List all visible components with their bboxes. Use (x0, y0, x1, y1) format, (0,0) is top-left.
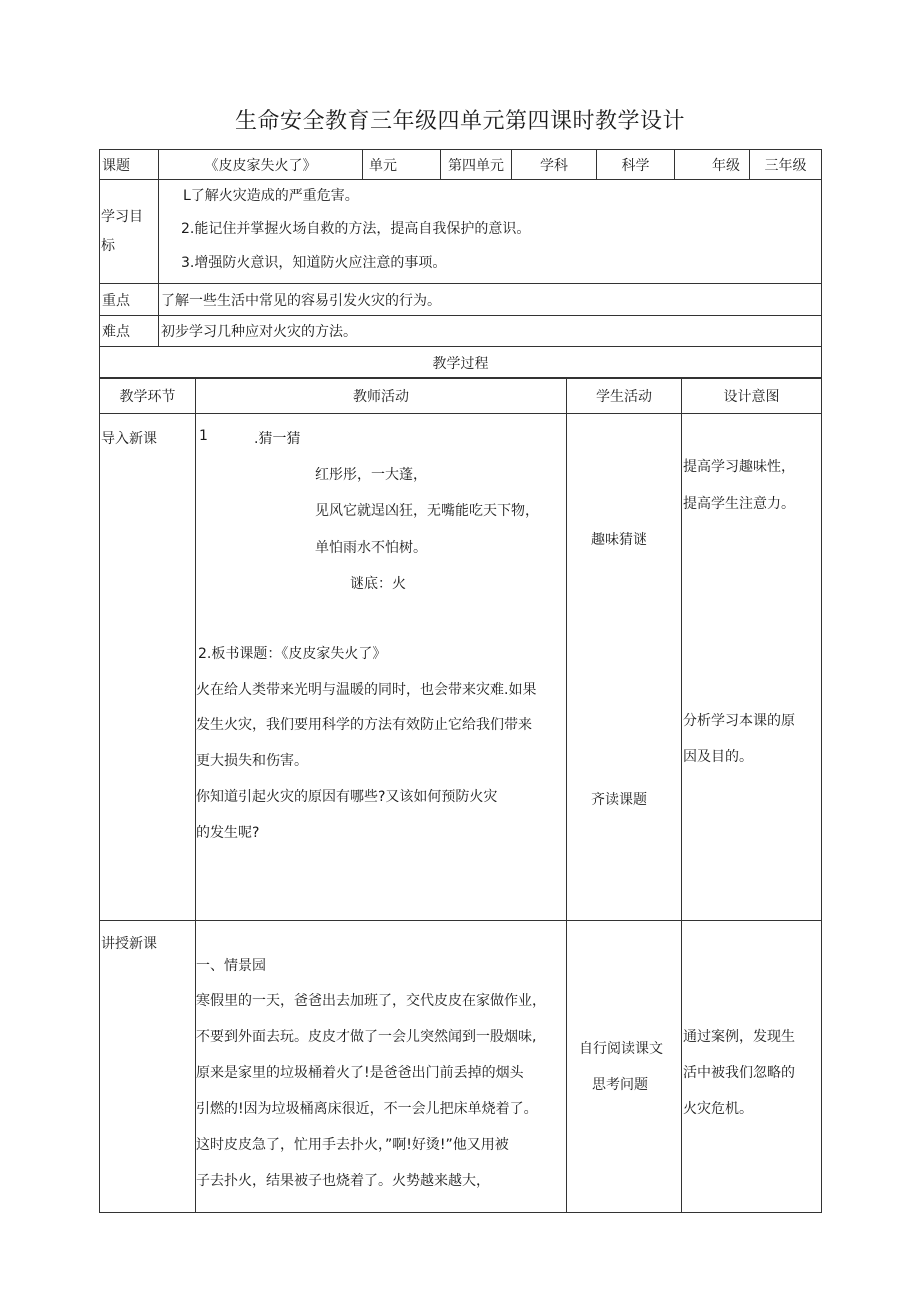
nianji-value: 三年级 (750, 150, 822, 180)
key-point-label: 重点 (100, 284, 159, 316)
header-intent: 设计意图 (682, 378, 822, 414)
riddle-line: 红彤彤，一大蓬， (315, 467, 427, 483)
keti-label: 课题 (100, 150, 159, 180)
step-number: 1 (199, 428, 208, 444)
intent-line: 通过案例，发现生 (683, 1029, 795, 1045)
nianji-label: 年级 (675, 150, 750, 180)
xueke-label: 学科 (512, 150, 597, 180)
student-activity-cell (567, 921, 682, 1213)
header-teacher: 教师活动 (196, 378, 567, 414)
riddle-answer: 谜底：火 (350, 576, 406, 592)
difficulty-label: 难点 (100, 316, 159, 347)
intent-line: 分析学习本课的原 (683, 713, 795, 729)
student-activity: 自行阅读课文 (579, 1041, 663, 1057)
goal-item: L了解火灾造成的严重危害。 (183, 188, 359, 204)
stage-cell (100, 414, 196, 921)
riddle-line: 见风它就逞凶狂，无嘴能吃天下物， (315, 503, 539, 519)
teacher-text-line: 发生火灾，我们要用科学的方法有效防止它给我们带来 (196, 717, 532, 733)
stage-label: 导入新课 (101, 431, 157, 447)
riddle-line: 单怕雨水不怕树。 (315, 540, 427, 556)
goals-label-line-2: 标 (101, 238, 115, 254)
story-line: 引燃的!因为垃圾桶离床很近，不一会儿把床单烧着了。 (196, 1101, 538, 1117)
xueke-value: 科学 (597, 150, 675, 180)
danyuan-value: 第四单元 (441, 150, 512, 180)
goals-label (100, 180, 159, 284)
header-stage: 教学环节 (100, 378, 196, 414)
teacher-text-line: 你知道引起火灾的原因有哪些?又该如何预防火灾 (196, 789, 498, 805)
header-student: 学生活动 (567, 378, 682, 414)
student-activity: 趣味猜谜 (591, 532, 647, 548)
teacher-text-line: 更大损失和伤害。 (196, 753, 308, 769)
danyuan-label: 单元 (363, 150, 441, 180)
stage-cell (100, 921, 196, 1213)
student-activity-cell (567, 414, 682, 921)
student-activity: 思考问题 (592, 1077, 648, 1093)
student-activity: 齐读课题 (591, 792, 647, 808)
teacher-activity-cell (196, 921, 567, 1213)
intent-line: 因及目的。 (683, 749, 753, 765)
design-intent-cell (682, 414, 822, 921)
goal-item: 2.能记住并掌握火场自救的方法，提高自我保护的意识。 (181, 221, 531, 237)
keti-value: 《皮皮家失火了》 (159, 150, 363, 180)
document-title: 生命安全教育三年级四单元第四课时教学设计 (234, 109, 685, 134)
difficulty-text: 初步学习几种应对火灾的方法。 (159, 316, 822, 347)
teaching-process-table (99, 377, 822, 1213)
guess-heading: .猜一猜 (254, 431, 301, 447)
story-line: 这时皮皮急了，忙用手去扑火，”啊!好烫!”他又用被 (196, 1137, 509, 1153)
design-intent-cell (682, 921, 822, 1213)
lesson-info-table (99, 149, 822, 379)
teacher-text-line: 火在给人类带来光明与温暖的同时，也会带来灾难.如果 (196, 682, 537, 698)
teacher-activity-cell (196, 414, 567, 921)
goals-label-line-1: 学习目 (101, 209, 143, 225)
intent-line: 活中被我们忽略的 (683, 1065, 795, 1081)
story-line: 原来是家里的垃圾桶着火了!是爸爸出门前丢掉的烟头 (196, 1065, 524, 1081)
intent-line: 提高学生注意力。 (683, 496, 795, 512)
story-line: 不要到外面去玩。皮皮才做了一会儿突然闻到一股烟味, (196, 1029, 537, 1045)
stage-label: 讲授新课 (101, 936, 157, 952)
board-title: 2.板书课题：《皮皮家失火了》 (198, 646, 387, 662)
story-line: 子去扑火，结果被子也烧着了。火势越来越大， (196, 1173, 490, 1189)
scene-heading: 一、情景园 (196, 958, 266, 974)
story-line: 寒假里的一天，爸爸出去加班了，交代皮皮在家做作业， (196, 993, 546, 1009)
intent-line: 提高学习趣味性， (683, 459, 795, 475)
goals-content (159, 180, 822, 284)
intent-line: 火灾危机。 (683, 1101, 753, 1117)
key-point-text: 了解一些生活中常见的容易引发火灾的行为。 (159, 284, 822, 316)
process-title: 教学过程 (100, 347, 822, 379)
goal-item: 3.增强防火意识，知道防火应注意的事项。 (181, 255, 447, 271)
teacher-text-line: 的发生呢? (196, 825, 260, 841)
